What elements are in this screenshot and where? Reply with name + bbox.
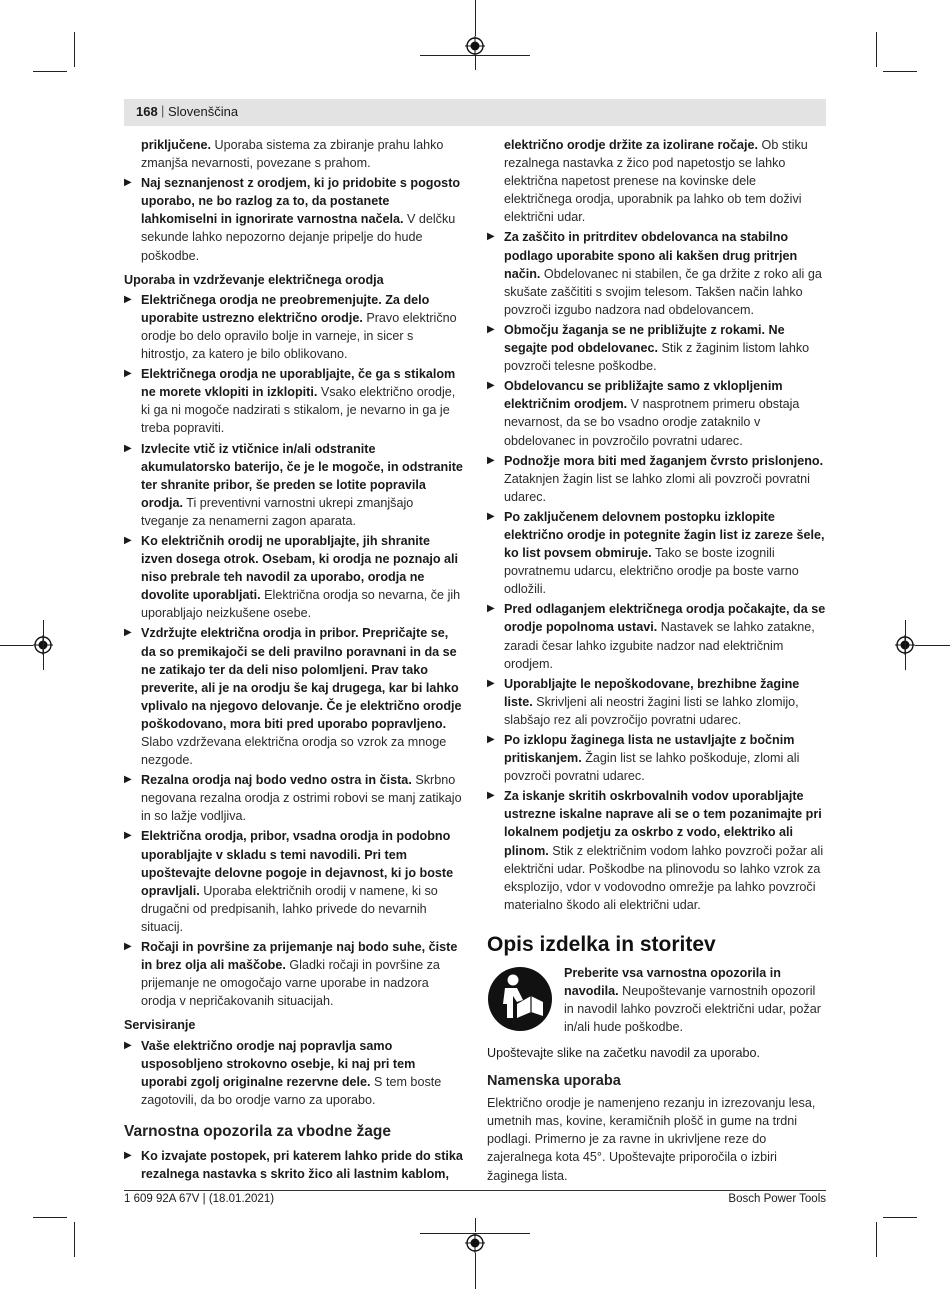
list-item-text (504, 600, 827, 672)
arrow-right-icon: ▶ (124, 177, 132, 189)
list-item-text (141, 532, 464, 622)
list-item-body: Obdelovanec ni stabilen, če ga držite z roko ali ga skušate zaščititi s svojim telesom. Takšen način lahko povzroči izgubo nadzora nad obdelovancem. (504, 266, 822, 317)
list-item (124, 1147, 464, 1183)
header-language: Slovenščina (168, 104, 239, 119)
page-header (124, 99, 826, 126)
right-intro-paragraph (487, 136, 827, 226)
arrow-right-icon: ▶ (124, 442, 132, 454)
crosshair-icon (465, 36, 485, 56)
list-item-bold: Električna orodja, pribor, vsadna orodja in podobno uporabljajte v skladu s temi navodili. Pri tem upoštevajte delovne pogoje in dejavnost, ki jo boste opravljali. (141, 829, 454, 898)
crop-mark (475, 56, 476, 70)
page-number: 168 (136, 104, 158, 119)
list-item-text (504, 452, 827, 506)
left-items-a (124, 174, 464, 264)
arrow-right-icon: ▶ (487, 380, 495, 392)
list-item (124, 365, 464, 437)
list-item-text (504, 228, 827, 318)
section-title-usage: Uporaba in vzdrževanje električnega orodja (124, 272, 384, 287)
list-item-text (141, 365, 464, 437)
crop-mark (905, 620, 906, 670)
warning-bold: Preberite vsa varnostna opozorila in navodila. (564, 965, 781, 999)
list-item-bold: Za iskanje skritih oskrbovalnih vodov uporabljajte ustrezne iskalne naprave ali se o tem pozanimajte pri lokalnem podjetju za oskrbo z vodo, elektriko ali plinom. (504, 789, 822, 858)
intro-text: Uporaba sistema za zbiranje prahu lahko zmanjša nevarnosti, povezane s prahom. (141, 138, 444, 171)
arrow-right-icon: ▶ (487, 231, 495, 243)
arrow-right-icon: ▶ (124, 627, 132, 639)
list-item-body: Skrbno negovana rezalna orodja z ostrimi robovi se manj zatikajo in so lažje vodljiva. (141, 773, 462, 824)
arrow-right-icon: ▶ (124, 774, 132, 786)
list-item-bold: Vaše električno orodje naj popravlja samo usposobljeno strokovno osebje, ki naj pri tem uporabi zgolj originalne rezervne dele. (141, 1038, 416, 1089)
list-item-body: Vsako električno orodje, ki ga ni mogoče nadzirati s stikalom, je nevarno in ga je treba popraviti. (141, 385, 456, 436)
crop-mark (43, 620, 44, 670)
list-item-body: S tem boste zagotovili, da bo orodje varno za uporabo. (141, 1074, 442, 1107)
footer-rule (124, 1190, 826, 1191)
left-items-d (124, 1147, 464, 1183)
crop-mark (33, 1217, 67, 1218)
list-item-bold: Ko električnih orodij ne uporabljajte, jih shranite izven dosega otrok. Osebam, ki orodja ne poznajo ali niso prebrale teh navodil za uporabo, orodja ne dovolite uporabljati. (141, 533, 459, 603)
arrow-right-icon: ▶ (487, 790, 495, 802)
list-item (487, 731, 827, 785)
arrow-right-icon: ▶ (124, 1039, 132, 1051)
list-item-body: Nastavek se lahko zataknе, zaradi česar lahko izgubite nadzor nad električnim orodjem. (504, 620, 815, 671)
arrow-right-icon: ▶ (487, 677, 495, 689)
list-item-body: Uporaba električnih orodij v namene, ki so drugačni od predpisanih, lahko privede do nevarnih situacij. (141, 883, 438, 934)
arrow-right-icon: ▶ (487, 454, 495, 466)
arrow-right-icon: ▶ (487, 734, 495, 745)
list-item-bold: Ko izvajate postopek, pri katerem lahko pride do stika rezalnega nastavka s skrito žico ali lastnim kablom, (141, 1148, 463, 1182)
list-item-text (504, 787, 827, 914)
list-item-bold: Za zaščito in pritrditev obdelovanca na stabilno podlago uporabite spono ali kakšen drug pritrjen način. (504, 230, 798, 281)
list-item-bold: Uporabljajte le nepoškodovane, brezhibne žagine liste. (504, 676, 800, 709)
list-item-text (141, 771, 464, 825)
list-item-bold: Ročaji in površine za prijemanje naj bodo suhe, čiste in brez olja ali maščobe. (141, 940, 458, 973)
list-item (487, 228, 827, 318)
left-column (124, 136, 464, 1185)
list-item-body: Žagin list se lahko poškoduje, zlomi ali povzroči povratni udarec. (504, 751, 800, 784)
list-item-body: Stik z električnim vodom lahko povzroči požar ali električni udar. Poškodbe na plinovodu so lahko vzrok za eksplozijo, vdor v vodovodno omrežje pa lahko povzroči materialno škodo ali električni udar. (504, 843, 824, 912)
crop-mark (876, 32, 877, 67)
list-item-text (141, 440, 464, 530)
footer-document-id: 1 609 92A 67V | (18.01.2021) (124, 1193, 275, 1205)
crop-mark (0, 645, 33, 646)
warning-body: Neupoštevanje varnostnih opozoril in navodil lahko povzroči električni udar, požar in/ali hude poškodbe. (564, 984, 821, 1035)
list-item-body: Pravo električno orodje bo delo opravilo bolje in varneje, in sicer s hitrostjo, za katero je bilo oblikovano. (141, 310, 457, 362)
crop-mark (475, 1253, 476, 1289)
list-item-text (504, 731, 827, 785)
list-item-body: Ti preventivni varnostni ukrepi zmanjšajo tveganje za nenamerni zagon aparata. (141, 495, 414, 528)
arrow-right-icon: ▶ (124, 534, 132, 546)
list-item-bold: Električnega orodja ne uporabljajte, če ga s stikalom ne morete vklopiti in izklopiti. (141, 367, 456, 400)
list-item-body: V nasprotnem primeru obstaja nevarnost, da se bo vsadno orodje zataknilo v obdelovanec in povzročilo povratni udarec. (504, 397, 800, 448)
crop-mark (74, 32, 75, 67)
list-item-bold: Po izklopu žaginega lista ne ustavljajte z bočnim pritiskanjem. (504, 733, 795, 766)
crop-mark (876, 1222, 877, 1257)
list-item-body: Stik z žaginim listom lahko povzroči telesne poškodbe. (504, 341, 810, 374)
list-item (487, 377, 827, 449)
list-item-bold: Izvlecite vtič iz vtičnice in/ali odstranite akumulatorsko baterijo, če je le mogoče, in odstranite ter shranite pribor, še preden se lotite popravila orodja. (141, 441, 463, 510)
list-item-body: Zataknjen žagin list se lahko zlomi ali povzroči povratni udarec. (504, 471, 810, 504)
list-item-body: Slabo vzdrževana električna orodja so vzrok za mnoge nezgode. (141, 735, 447, 768)
list-item-bold: Območju žaganja se ne približujte z rokami. Ne segajte pod obdelovanec. (504, 322, 785, 356)
warning-box (487, 964, 827, 1044)
left-items-c (124, 1037, 464, 1109)
crop-mark (915, 645, 950, 646)
list-item (124, 291, 464, 363)
list-item (487, 508, 827, 598)
list-item (124, 440, 464, 530)
arrow-right-icon: ▶ (124, 368, 132, 380)
list-item (487, 321, 827, 375)
intro-bold: priključene. (141, 138, 211, 152)
list-item-text (141, 938, 464, 1010)
list-item-text (141, 1147, 464, 1183)
list-item-text (141, 291, 464, 363)
list-item (124, 827, 464, 936)
list-item (124, 174, 464, 264)
list-item (124, 624, 464, 769)
crop-mark (475, 0, 476, 36)
section-title-jigsaw-warnings: Varnostna opozorila za vbodne žage (124, 1122, 391, 1140)
list-item (124, 532, 464, 622)
list-item-body: Gladki ročaji in površine za prijemanje ne omogočajo varne uporabe in nadzora orodja v nepričakovanih situacijah. (141, 958, 440, 1009)
crop-mark (883, 71, 917, 72)
list-item (124, 771, 464, 825)
list-item-body: Električna orodja so nevarna, če jih uporabljajo neizkušene osebe. (141, 588, 461, 621)
list-item-text (504, 675, 827, 729)
crop-mark (33, 71, 67, 72)
arrow-right-icon: ▶ (487, 603, 495, 615)
right-column (487, 136, 827, 1187)
left-intro-paragraph (124, 136, 464, 172)
list-item-text (141, 1037, 464, 1109)
list-item-bold: Podnožje mora biti med žaganjem čvrsto prislonjeno. (504, 453, 824, 468)
left-items-b (124, 291, 464, 1011)
list-item-bold: Obdelovancu se približajte samo z vklopljenim električnim orodjem. (504, 379, 783, 412)
right-items (487, 228, 827, 913)
list-item (124, 938, 464, 1010)
intended-use-text: Električno orodje je namenjeno rezanju in izrezovanju lesa, umetnih mas, kovine, keramičnih plošč in gume na trdni podlagi. Primerno je za ravne in ukrivljene reze do zajeralnega kota 45°. Upoštevajte priporočila o izbiri žaginega lista. (487, 1096, 816, 1183)
list-item (487, 787, 827, 914)
intro-bold: električno orodje držite za izolirane ročaje. (504, 138, 759, 152)
list-item (487, 675, 827, 729)
arrow-right-icon: ▶ (487, 510, 495, 522)
list-item (124, 1037, 464, 1109)
arrow-right-icon: ▶ (124, 830, 132, 842)
list-item-body: Tako se boste izognili povratnemu udarcu, električno orodje pa boste varno odložili. (504, 546, 799, 597)
list-item-text (141, 174, 464, 264)
list-item-text (141, 827, 464, 936)
list-item-body: V delčku sekunde lahko nepozorno dejanje pripelje do hude poškodbe. (141, 212, 456, 263)
crop-mark (883, 1217, 917, 1218)
warning-text (564, 964, 827, 1036)
footer-brand: Bosch Power Tools (728, 1193, 826, 1205)
crosshair-icon (465, 1233, 485, 1253)
arrow-right-icon: ▶ (124, 1149, 132, 1161)
images-note: Upoštevajte slike na začetku navodil za uporabo. (487, 1045, 761, 1060)
list-item-bold: Vzdržujte električna orodja in pribor. Prepričajte se, da so premikajoči se deli pravilno poravnani in da se ne zatikajo ter da deli niso polomljeni. Prav tako preverite, ali je na orodju še kaj drugega, kar bi lahko vplivalo na njegovo delovanje. Če je električno orodje poškodovano, mora biti pred uporabo popravljeno. (141, 626, 462, 731)
crop-mark (475, 1218, 476, 1232)
arrow-right-icon: ▶ (124, 941, 132, 953)
list-item-body: Skrivljeni ali neostri žagini listi se lahko zlomijo, slabšajo rez ali povzročijo povratni udarec. (504, 694, 799, 727)
arrow-right-icon: ▶ (487, 323, 495, 335)
intro-text: Ob stiku rezalnega nastavka z žico pod napetostjo se lahko električna napetost prenese na kovinske dele električnega orodja, uporabnik pa lahko ob tem doživi električni udar. (504, 138, 808, 225)
list-item-bold: Pred odlaganjem električnega orodja počakajte, da se orodje popolnoma ustavi. (504, 602, 826, 635)
list-item (487, 600, 827, 672)
crop-mark (420, 55, 530, 56)
list-item-text (504, 321, 827, 375)
header-separator: | (161, 103, 165, 118)
list-item-bold: Električnega orodja ne preobremenjujte. Za delo uporabite ustrezno električno orodje. (141, 292, 430, 325)
arrow-right-icon: ▶ (124, 293, 132, 305)
list-item (487, 452, 827, 506)
list-item-text (504, 377, 827, 449)
crop-mark (74, 1222, 75, 1257)
intended-use-title: Namenska uporaba (487, 1073, 621, 1090)
read-manual-icon (487, 966, 553, 1032)
list-item-bold: Po zaključenem delovnem postopku izklopite električno orodje in potegnite žagin list iz zareze šele, ko list povsem obmiruje. (504, 509, 825, 561)
list-item-bold: Naj seznanjenost z orodjem, ki jo pridobite s pogosto uporabo, ne bo razlog za to, da postanete lahkomiselni in ignorirate varnostna načela. (141, 176, 461, 227)
list-item-text (504, 508, 827, 598)
list-item-bold: Rezalna orodja naj bodo vedno ostra in čista. (141, 773, 412, 788)
product-title: Opis izdelka in storitev (487, 932, 716, 956)
list-item-text (141, 624, 464, 769)
section-title-service: Servisiranje (124, 1018, 196, 1033)
